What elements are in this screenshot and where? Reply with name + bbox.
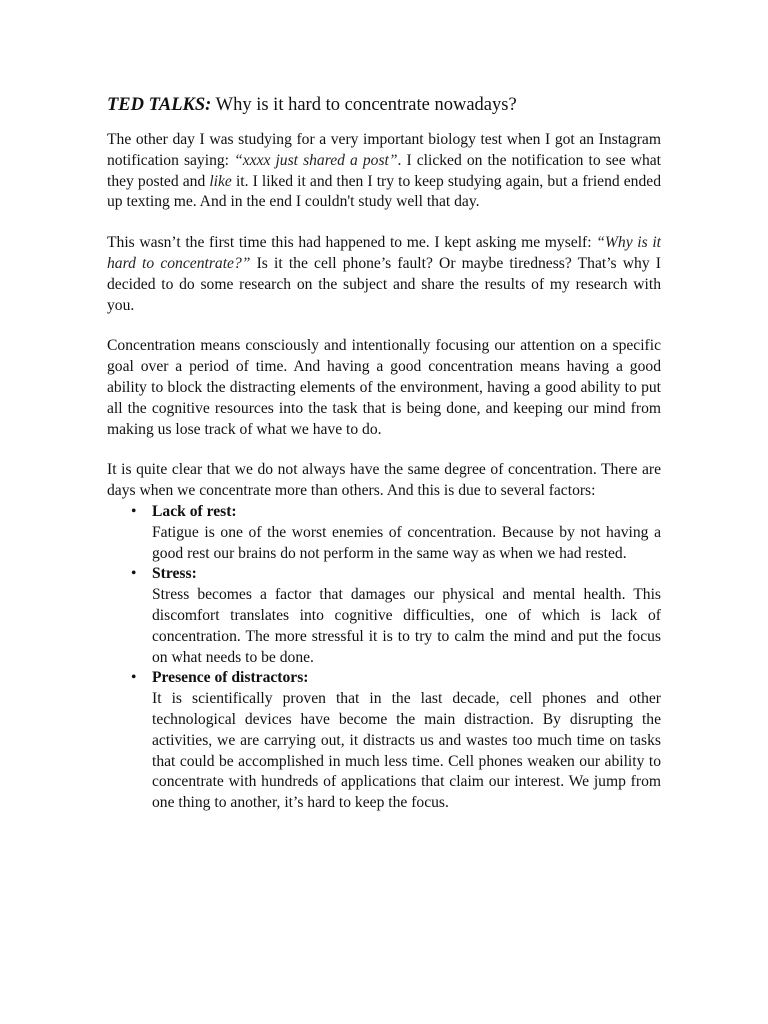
factor-description: It is scientifically proven that in the last decade, cell phones and other technological devices have become the main distraction. By disrupting the activities, we are carrying out, it distracts us and wastes too much time on tasks that could be accomplished in much less time. Cell phones weaken our ability to concentrate with hundreds of applications that claim our interest. We jump from one thing to another, it’s hard to keep the focus.: [152, 690, 661, 812]
like-word: like: [209, 172, 232, 190]
factors-list: [107, 502, 661, 814]
paragraph-3: Concentration means consciously and intentionally focusing our attention on a specific goal over a period of time. And having a good concentration means having a good ability to block the distracting elements of the environment, having a good ability to put all the cognitive resources into the task that is being done, and keeping our mind from making us lose track of what we have to do.: [107, 337, 661, 438]
factor-description: Stress becomes a factor that damages our physical and mental health. This discomfort translates into cognitive difficulties, one of which is lack of concentration. The more stressful it is to try to calm the mind and put the focus on what needs to be done.: [152, 586, 661, 666]
paragraph-1: [107, 130, 661, 213]
paragraph-4: It is quite clear that we do not always have the same degree of concentration. There are days when we concentrate more than others. And this is due to several factors:: [107, 461, 661, 500]
factor-title: • Presence of distractors:: [152, 669, 309, 687]
instagram-notification-quote: “xxxx just shared a post”: [234, 151, 398, 169]
factor-title: • Stress:: [152, 565, 197, 583]
paragraph-1-text-a: The other day I was studying for a very important biology test when I got an Instagram notification saying:: [107, 131, 661, 169]
document-page: [107, 93, 661, 814]
paragraph-2-text-b: Is it the cell phone’s fault? Or maybe tiredness? That’s why I decided to do some research on the subject and share the results of my research with you.: [107, 254, 661, 314]
factor-item-stress: [152, 564, 661, 668]
paragraph-1-text-b: . I clicked on the notification to see what they posted and: [107, 151, 661, 190]
factor-item-lack-of-rest: [152, 502, 661, 564]
title-text: Why is it hard to concentrate nowadays?: [211, 95, 517, 115]
document-title: [107, 93, 661, 117]
title-lead: TED TALKS:: [107, 95, 212, 115]
factor-description: Fatigue is one of the worst enemies of concentration. Because by not having a good rest our brains do not perform in the same way as when we had rested.: [152, 523, 661, 562]
factor-item-presence-of-distractors: [152, 668, 661, 814]
paragraph-2-text-a: This wasn’t the first time this had happened to me. I kept asking me myself:: [107, 234, 597, 252]
paragraph-2: [107, 233, 661, 316]
factor-title: • Lack of rest:: [152, 502, 237, 520]
question-quote: “Why is it hard to concentrate?”: [107, 234, 661, 272]
paragraph-1-text-c: it. I liked it and then I try to keep studying again, but a friend ended up texting me. And in the end I couldn't study well that day.: [107, 172, 661, 211]
